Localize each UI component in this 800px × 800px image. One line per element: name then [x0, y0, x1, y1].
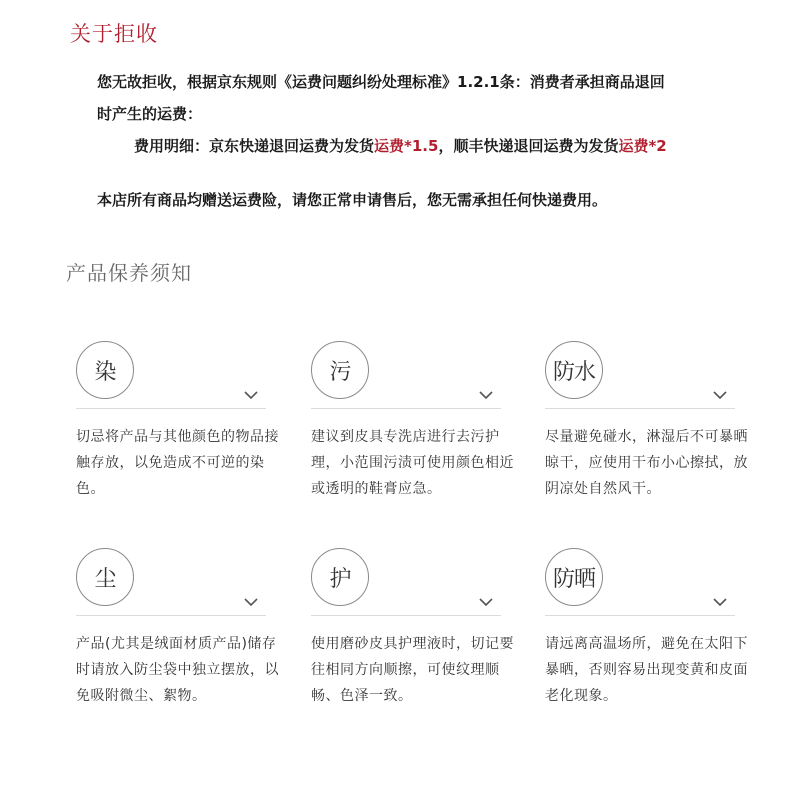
free-shipping-note: 本店所有商品均赠送运费险，请您正常申请售后，您无需承担任何快递费用。: [97, 191, 608, 209]
badge-stain: 污: [311, 341, 369, 399]
fee-sf-multiplier: 运费*2: [618, 137, 667, 155]
badge-dye: 染: [76, 341, 134, 399]
fee-mid: ，顺丰快递退回运费为发货: [438, 137, 619, 155]
care-text-stain: 建议到皮具专洗店进行去污护理，小范围污渍可使用颜色相近或透明的鞋膏应急。: [311, 429, 514, 497]
badge-waterproof: 防水: [545, 341, 603, 399]
chevron-down-icon[interactable]: [244, 391, 258, 400]
chevron-down-icon[interactable]: [479, 391, 493, 400]
care-title: 产品保养须知: [66, 261, 192, 285]
fee-jd-multiplier: 运费*1.5: [374, 137, 439, 155]
policy-line-1: 您无故拒收，根据京东规则《运费问题纠纷处理标准》1.2.1条：消费者承担商品退回: [97, 73, 665, 91]
chevron-down-icon[interactable]: [244, 598, 258, 607]
divider: [545, 615, 735, 616]
divider: [311, 615, 501, 616]
fee-detail: [97, 130, 777, 162]
fee-prefix: 费用明细：京东快递退回运费为发货: [134, 137, 375, 155]
divider: [545, 408, 735, 409]
divider: [311, 408, 501, 409]
refusal-title: 关于拒收: [70, 22, 158, 46]
care-text-dust: 产品(尤其是绒面材质产品)储存时请放入防尘袋中独立摆放，以免吸附微尘、絮物。: [76, 636, 279, 704]
care-text-protect: 使用磨砂皮具护理液时，切记要往相同方向顺擦，可使纹理顺畅、色泽一致。: [311, 636, 514, 704]
care-text-dye: 切忌将产品与其他颜色的物品接触存放，以免造成不可逆的染色。: [76, 429, 279, 497]
care-text-waterproof: 尽量避免碰水，淋湿后不可暴晒晾干，应使用干布小心擦拭，放阴凉处自然风干。: [545, 429, 748, 497]
policy-line-2: 时产生的运费：: [97, 105, 203, 123]
badge-dust: 尘: [76, 548, 134, 606]
care-text-sunproof: 请远离高温场所，避免在太阳下暴晒，否则容易出现变黄和皮面老化现象。: [545, 636, 748, 704]
chevron-down-icon[interactable]: [713, 598, 727, 607]
chevron-down-icon[interactable]: [713, 391, 727, 400]
divider: [76, 408, 266, 409]
chevron-down-icon[interactable]: [479, 598, 493, 607]
badge-protect: 护: [311, 548, 369, 606]
badge-sunproof: 防晒: [545, 548, 603, 606]
divider: [76, 615, 266, 616]
refusal-policy: [97, 66, 777, 216]
